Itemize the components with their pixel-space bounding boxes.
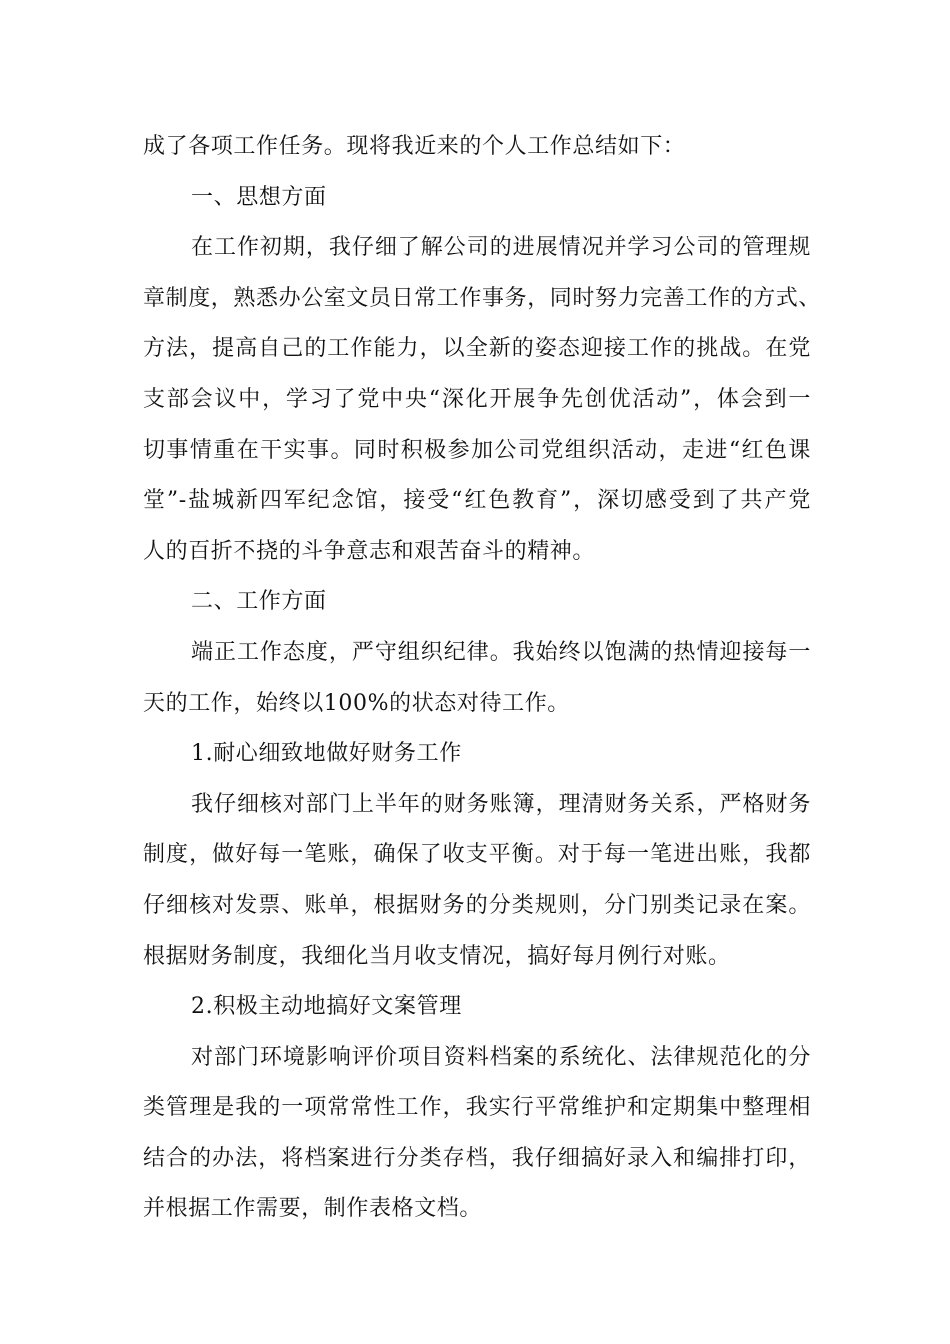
- paragraph-line: 切事情重在干实事。同时积极参加公司党组织活动，走进“红色课: [143, 437, 811, 463]
- paragraph-line: 并根据工作需要，制作表格文档。: [143, 1196, 483, 1222]
- paragraph-line: 堂”-盐城新四军纪念馆，接受“红色教育”，深切感受到了共产党: [143, 488, 811, 514]
- paragraph-line: 类管理是我的一项常常性工作，我实行平常维护和定期集中整理相: [143, 1095, 811, 1121]
- paragraph-line: 结合的办法，将档案进行分类存档，我仔细搞好录入和编排打印，: [143, 1145, 811, 1171]
- paragraph-line: 我仔细核对部门上半年的财务账簿，理清财务关系，严格财务: [191, 791, 811, 817]
- paragraph-line: 根据财务制度，我细化当月收支情况，搞好每月例行对账。: [143, 943, 731, 969]
- document-body: [143, 128, 822, 1241]
- paragraph-line: 章制度，熟悉办公室文员日常工作事务，同时努力完善工作的方式、: [143, 285, 822, 311]
- paragraph-line: 制度，做好每一笔账，确保了收支平衡。对于每一笔进出账，我都: [143, 842, 811, 868]
- paragraph-line: 人的百折不挠的斗争意志和艰苦奋斗的精神。: [143, 538, 596, 564]
- section-heading-work: 二、工作方面: [191, 589, 327, 615]
- paragraph-line: 仔细核对发票、账单，根据财务的分类规则，分门别类记录在案。: [143, 892, 811, 918]
- paragraph-line: 天的工作，始终以100%的状态对待工作。: [143, 690, 570, 716]
- paragraph-line: 成了各项工作任务。现将我近来的个人工作总结如下：: [143, 134, 686, 159]
- subheading-documents: 2.积极主动地搞好文案管理: [191, 994, 462, 1020]
- paragraph-line: 在工作初期，我仔细了解公司的进展情况并学习公司的管理规: [191, 235, 811, 261]
- subheading-finance: 1.耐心细致地做好财务工作: [191, 741, 462, 767]
- paragraph-line: 方法，提高自己的工作能力，以全新的姿态迎接工作的挑战。在党: [143, 336, 811, 362]
- section-heading-thinking: 一、思想方面: [191, 184, 327, 210]
- paragraph-line: 对部门环境影响评价项目资料档案的系统化、法律规范化的分: [191, 1044, 811, 1070]
- paragraph-line: 支部会议中，学习了党中央“深化开展争先创优活动”，体会到一: [143, 386, 811, 412]
- paragraph-line: 端正工作态度，严守组织纪律。我始终以饱满的热情迎接每一: [191, 639, 811, 665]
